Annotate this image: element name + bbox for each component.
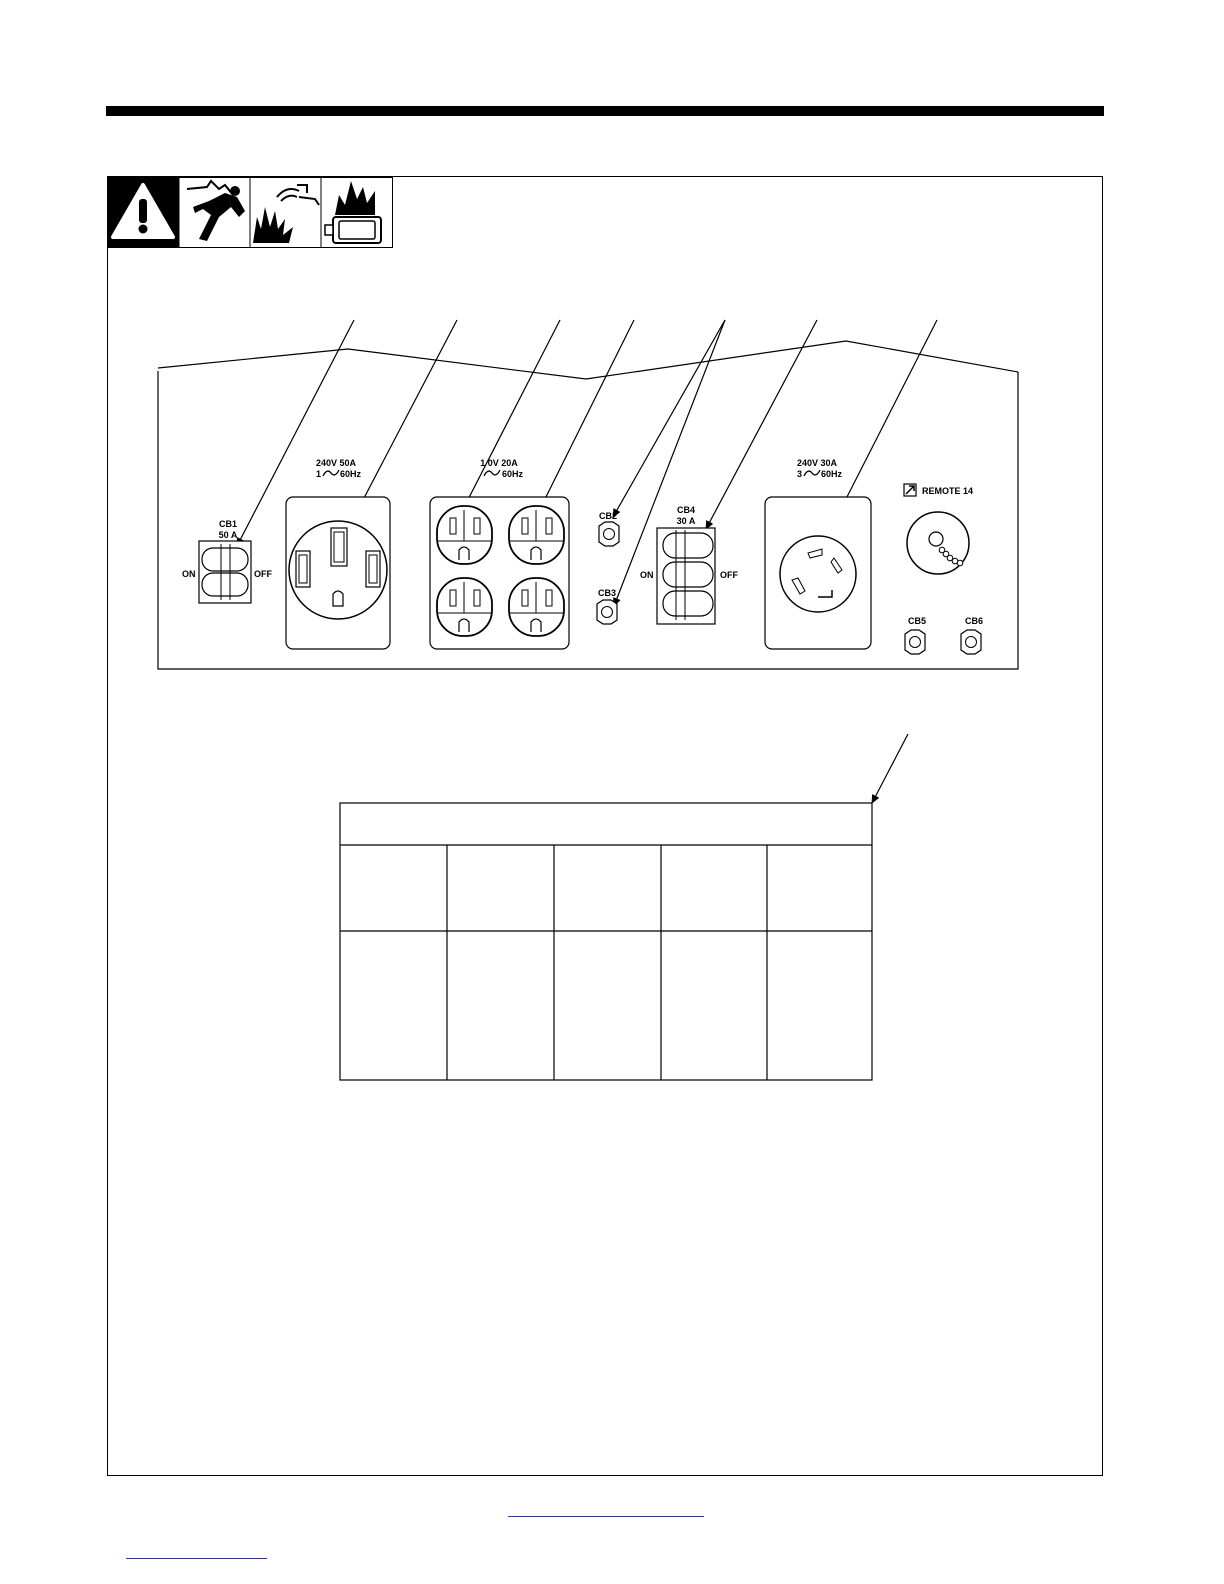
receptacle-240v-50a-freq: 60Hz — [340, 469, 362, 479]
receptacle-240v-50a-rating: 240V 50A — [315, 458, 357, 468]
receptacle-240v-50a-phase: 1 — [316, 469, 322, 479]
warning-triangle-icon — [107, 177, 179, 248]
receptacle-240v-30a-freq: 60Hz — [821, 469, 843, 479]
cb1-rating-label: 50 A — [218, 530, 238, 540]
cb4-off-label: OFF — [720, 570, 738, 580]
cb4-rating-label: 30 A — [676, 516, 696, 526]
cb5-label: CB5 — [907, 616, 927, 626]
receptacle-240v-30a-rating: 240V 30A — [796, 458, 838, 468]
cb1-on-label: ON — [182, 569, 196, 579]
footer-link-underline[interactable] — [126, 1558, 267, 1559]
cb4-name-label: CB4 — [676, 505, 696, 515]
receptacle-120v-freq: 60Hz — [502, 469, 524, 479]
cb1-name-label: CB1 — [218, 519, 238, 529]
footer-link-underline[interactable] — [508, 1516, 704, 1517]
cb2-label: CB2 — [598, 511, 618, 521]
content-frame — [107, 176, 1103, 1476]
remote-14-label: REMOTE 14 — [922, 486, 974, 496]
cb1-off-label: OFF — [254, 569, 272, 579]
top-rule — [106, 106, 1104, 116]
receptacle-240v-30a-phase: 3 — [797, 469, 803, 479]
cb4-on-label: ON — [640, 570, 654, 580]
hazard-symbols — [107, 177, 393, 248]
cb3-label: CB3 — [597, 588, 617, 598]
cb6-label: CB6 — [964, 616, 984, 626]
receptacle-120v-rating: 1 0V 20A — [480, 458, 518, 468]
